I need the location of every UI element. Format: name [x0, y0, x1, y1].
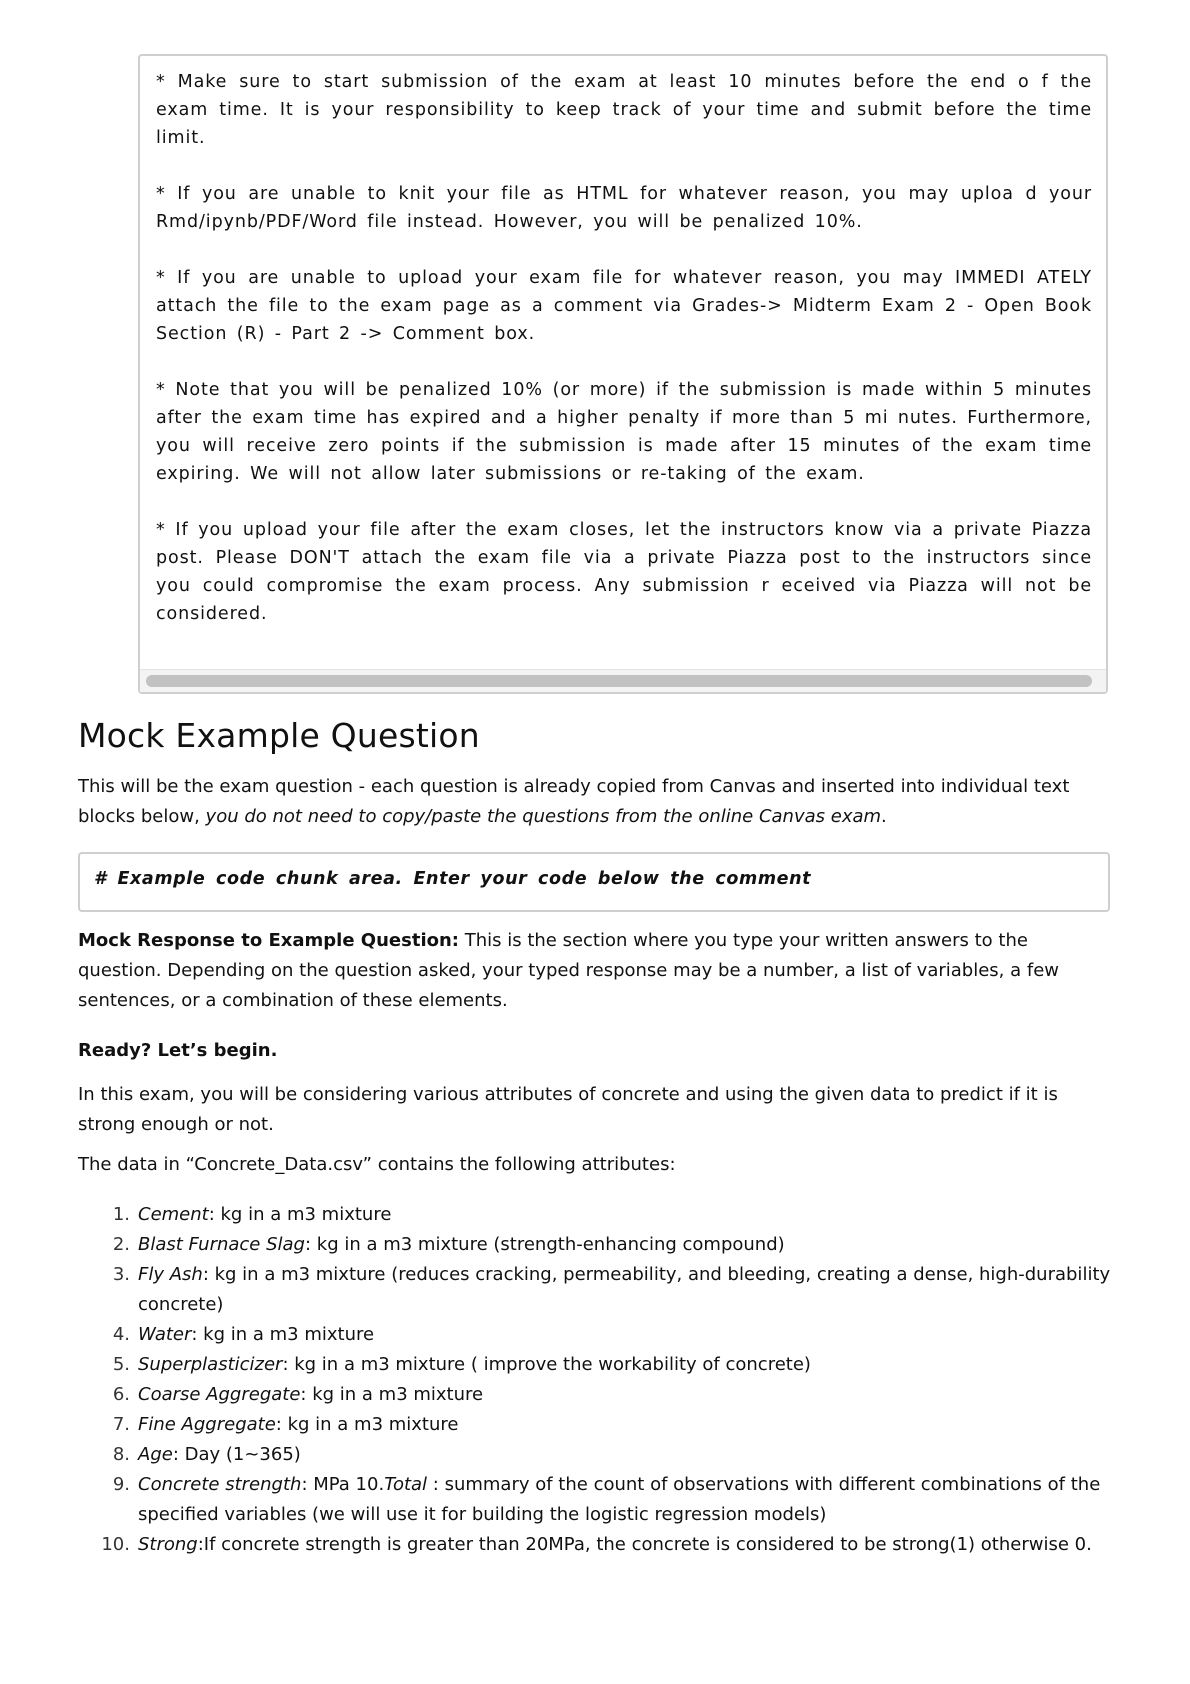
intro-text: This will be the exam question - each question is already copied from Canvas and inserted into individual text blocks below,: [78, 776, 1070, 827]
attribute-desc: : kg in a m3 mixture (reduces cracking, permeability, and bleeding, creating a dense, high-durability concrete): [138, 1264, 1111, 1315]
example-code-chunk[interactable]: [78, 852, 1110, 912]
list-number: 9.: [112, 1474, 130, 1495]
attribute-name: Strong: [138, 1534, 198, 1555]
list-number: 8.: [112, 1444, 130, 1465]
intro-paragraph: [78, 772, 1113, 832]
attribute-item: [78, 1260, 1113, 1320]
data-intro-paragraph: The data in “Concrete_Data.csv” contains the following attributes:: [78, 1154, 676, 1175]
scrollbar-thumb[interactable]: [146, 675, 1092, 687]
intro-italic-text: you do not need to copy/paste the questions from the online Canvas exam: [205, 806, 882, 827]
instruction-paragraph: * If you are unable to knit your file as HTML for whatever reason, you may uploa d your Rmd/ipynb/PDF/Word file instead. However, you will be penalized 10%.: [156, 184, 1092, 232]
attribute-item: [78, 1320, 1113, 1350]
list-number: 1.: [112, 1204, 130, 1225]
attribute-name: Superplasticizer: [138, 1354, 283, 1375]
attribute-name: Age: [138, 1444, 173, 1465]
attribute-item: [78, 1440, 1113, 1470]
horizontal-scrollbar[interactable]: [140, 669, 1106, 692]
section-title: Mock Example Question: [78, 716, 480, 755]
attribute-item: [78, 1410, 1113, 1440]
attribute-name: Fly Ash: [138, 1264, 203, 1285]
instruction-paragraph: * Note that you will be penalized 10% (or more) if the submission is made within 5 minutes after the exam time has expired and a higher penalty if more than 5 mi nutes. Furthermore, you will receive zero points if the submission is made after 15 minutes of the exam time expiring. We will not allow later submissions or re-taking of the exam.: [156, 380, 1092, 484]
instruction-paragraph: * If you upload your file after the exam closes, let the instructors know via a private Piazza post. Please DON'T attach the exam file via a private Piazza post to the instructors since you could compromise the exam process. Any submission r eceived via Piazza will not be considered.: [156, 520, 1092, 624]
instruction-paragraph: * Make sure to start submission of the exam at least 10 minutes before the end o f the exam time. It is your responsibility to keep track of your time and submit before the time limit.: [156, 72, 1092, 148]
attribute-name: Concrete strength: [138, 1474, 302, 1495]
attribute-item: [78, 1380, 1113, 1410]
attribute-item: [78, 1530, 1113, 1560]
list-number: 2.: [112, 1234, 130, 1255]
mock-response-label: Mock Response to Example Question:: [78, 930, 459, 951]
attribute-desc: :If concrete strength is greater than 20MPa, the concrete is considered to be strong(1) otherwise 0.: [197, 1534, 1092, 1555]
attribute-item: [78, 1230, 1113, 1260]
instructions-text: [156, 68, 1092, 628]
attribute-desc: : Day (1~365): [172, 1444, 301, 1465]
attribute-name: Fine Aggregate: [138, 1414, 276, 1435]
list-number: 4.: [112, 1324, 130, 1345]
attribute-desc: : kg in a m3 mixture: [191, 1324, 375, 1345]
attribute-name: Blast Furnace Slag: [138, 1234, 305, 1255]
mock-response-paragraph: [78, 926, 1113, 1016]
attribute-name: Coarse Aggregate: [138, 1384, 301, 1405]
attribute-name: Cement: [138, 1204, 209, 1225]
attribute-desc: : kg in a m3 mixture: [275, 1414, 459, 1435]
instructions-code-block: [138, 54, 1108, 694]
mock-response-text: This is the section where you type your written answers to the question. Depending on the question asked, your typed response may be a number, a list of variables, a few sentences, or a combination of these elements.: [78, 930, 1059, 1011]
attribute-item: [78, 1470, 1113, 1530]
attribute-item: [78, 1350, 1113, 1380]
list-number: 3.: [112, 1264, 130, 1285]
code-comment: # Example code chunk area. Enter your code below the comment: [94, 869, 812, 889]
attribute-name: Water: [138, 1324, 192, 1345]
instruction-paragraph: * If you are unable to upload your exam file for whatever reason, you may IMMEDI ATELY attach the file to the exam page as a comment via Grades-> Midterm Exam 2 - Open Book Section (R) - Part 2 -> Comment box.: [156, 268, 1092, 344]
attribute-desc: : summary of the count of observations with different combinations of the specified variables (we will use it for building the logistic regression models): [138, 1474, 1101, 1525]
attribute-desc: : kg in a m3 mixture: [300, 1384, 484, 1405]
attribute-list: [78, 1200, 1113, 1560]
attribute-desc: : kg in a m3 mixture ( improve the workability of concrete): [282, 1354, 811, 1375]
list-number: 10.: [101, 1534, 130, 1555]
list-number: 7.: [112, 1414, 130, 1435]
intro-period: .: [881, 806, 887, 827]
ready-heading: Ready? Let’s begin.: [78, 1040, 278, 1061]
attribute-item: [78, 1200, 1113, 1230]
attribute-desc: : kg in a m3 mixture: [208, 1204, 392, 1225]
exam-intro-paragraph: In this exam, you will be considering various attributes of concrete and using the given data to predict if it is strong enough or not.: [78, 1084, 1058, 1135]
attribute-name: Total: [384, 1474, 428, 1495]
list-number: 5.: [112, 1354, 130, 1375]
attribute-desc: : MPa 10.: [301, 1474, 385, 1495]
attribute-desc: : kg in a m3 mixture (strength-enhancing compound): [304, 1234, 785, 1255]
list-number: 6.: [112, 1384, 130, 1405]
